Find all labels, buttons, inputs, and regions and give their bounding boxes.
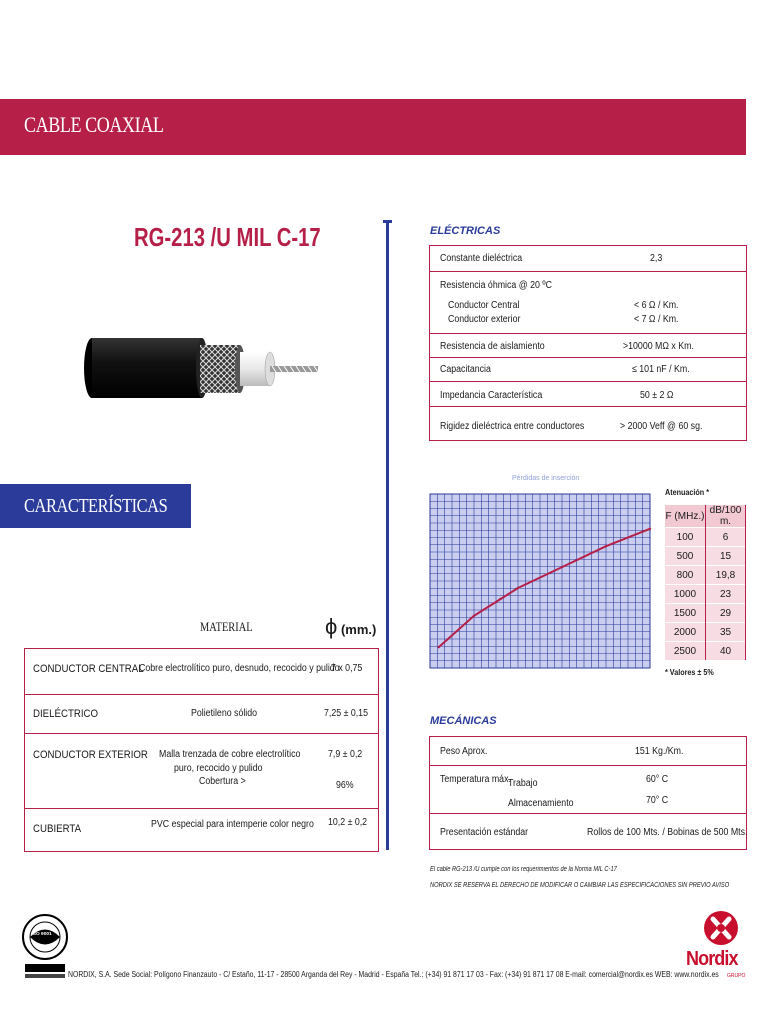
row-label: Capacitancia [440, 364, 491, 375]
row-name: CONDUCTOR CENTRAL [33, 663, 144, 675]
row-value: 7 x 0,75 [331, 663, 363, 674]
row-material: Cobre electrolítico puro, desnudo, recocido y pulido [139, 663, 340, 674]
characteristics-banner [0, 484, 191, 528]
chart-point [438, 646, 440, 648]
row-value: 7,25 ± 0,15 [324, 708, 368, 719]
attenuation-note: * Valores ± 5% [665, 668, 714, 677]
row-material-line: puro, recocido y pulido [174, 763, 263, 774]
table-row [430, 406, 746, 441]
row-label: Temperatura máx. [440, 774, 511, 785]
row-label: Rigidez dieléctrica entre conductores [440, 421, 585, 432]
frequency-cell: 1500 [665, 604, 706, 623]
attenuation-row [665, 528, 746, 547]
db-cell: 23 [706, 585, 746, 604]
table-row [430, 333, 746, 358]
material-table [24, 648, 379, 852]
row-value: < 7 Ω / Km. [634, 314, 679, 325]
diameter-symbol: ϕ [325, 614, 338, 639]
db-cell: 6 [706, 528, 746, 547]
attenuation-row [665, 604, 746, 623]
row-value: 10,2 ± 0,2 [328, 817, 368, 828]
chart-point [473, 615, 475, 617]
row-value: 60° C [646, 774, 669, 785]
row-value: > 2000 Veff @ 60 sg. [620, 421, 703, 432]
attenuation-row [665, 566, 746, 585]
table-row [430, 737, 746, 765]
electrical-title: ELÉCTRICAS [430, 225, 501, 237]
table-row [25, 808, 378, 852]
row-value: 7,9 ± 0,2 [328, 749, 363, 760]
row-value: ≤ 101 nF / Km. [632, 364, 690, 375]
frequency-cell: 500 [665, 547, 706, 566]
frequency-cell: 1000 [665, 585, 706, 604]
table-row [25, 694, 378, 734]
row-label: Presentación estándar [440, 827, 529, 838]
row-value: 151 Kg./Km. [635, 746, 684, 757]
db-cell: 19,8 [706, 566, 746, 585]
chart-point [517, 587, 519, 589]
table-row [430, 765, 746, 814]
chart-point [561, 566, 563, 568]
frequency-cell: 800 [665, 566, 706, 585]
nordix-logo-sub: GRUPO [727, 973, 746, 979]
chart-point [605, 545, 607, 547]
row-label: Peso Aprox. [440, 746, 488, 757]
row-name: CONDUCTOR EXTERIOR [33, 749, 148, 761]
frequency-cell: 2500 [665, 642, 706, 661]
table-row [430, 357, 746, 382]
frequency-cell: 2000 [665, 623, 706, 642]
row-material: PVC especial para intemperie color negro [151, 819, 314, 830]
attenuation-row [665, 585, 746, 604]
chart-point [499, 598, 501, 600]
row-sub: Almacenamiento [508, 798, 574, 809]
row-material-line: Cobertura > [199, 776, 246, 787]
row-value: >10000 MΩ x Km. [623, 341, 694, 352]
chart-title: Pérdidas de inserción [512, 475, 580, 482]
db-cell: 15 [706, 547, 746, 566]
row-label: Impedancia Característica [440, 390, 543, 401]
iso-label: ISO 9001 [31, 932, 52, 937]
attenuation-row [665, 623, 746, 642]
table-row [430, 246, 746, 271]
disclaimer-note: NORDIX SE RESERVA EL DERECHO DE MODIFICAR O CAMBIAR LAS ESPECIFICACIONES SIN PREVIO AVISO [430, 882, 730, 889]
compliance-note: El cable RG-213 /U cumple con los requerimientos de la Norma MIL C-17 [430, 866, 617, 873]
col-frequency: F (MHz.) [665, 505, 706, 528]
row-material-line: Malla trenzada de cobre electrolítico [159, 749, 301, 760]
row-value-2: 96% [336, 780, 354, 791]
table-row [430, 813, 746, 850]
cable-image [80, 328, 330, 408]
header-banner [0, 99, 746, 155]
vertical-divider [386, 222, 389, 850]
diameter-unit: (mm.) [340, 622, 377, 637]
row-label: Resistencia de aislamiento [440, 341, 545, 352]
material-header: MATERIAL [200, 619, 253, 634]
row-name: CUBIERTA [33, 823, 82, 835]
col-db: dB/100 m. [706, 505, 746, 528]
attenuation-row [665, 642, 746, 661]
row-sub: Conductor exterior [448, 314, 521, 325]
row-value: 50 ± 2 Ω [640, 390, 674, 401]
divider-cap [383, 220, 392, 223]
frequency-cell: 100 [665, 528, 706, 547]
mechanical-title: MECÁNICAS [430, 715, 497, 727]
row-value: Rollos de 100 Mts. / Bobinas de 500 Mts. [587, 827, 748, 838]
footer-address: NORDIX, S.A. Sede Social: Polígono Finanzauto - C/ Estaño, 11-17 - 28500 Arganda del Rey - Madrid - España Tel.: (+34) 91 871 17 03 - Fax: (+34) 91 871 17 08 E-mail: comercial@nordix.es WEB: www.nordix.es [68, 970, 719, 979]
row-label: Resistencia óhmica @ 20 ºC [440, 280, 552, 291]
diameter-header [325, 614, 376, 640]
attenuation-table [665, 505, 746, 660]
iso-certification-logo [20, 912, 70, 984]
row-name: DIELÉCTRICO [33, 708, 99, 720]
db-cell: 35 [706, 623, 746, 642]
electrical-table [429, 245, 747, 441]
table-row [25, 733, 378, 809]
table-row [430, 381, 746, 407]
mechanical-table [429, 736, 747, 850]
row-material: Polietileno sólido [191, 708, 258, 719]
table-row [430, 271, 746, 334]
insertion-loss-chart [410, 486, 660, 706]
row-value: 70° C [646, 795, 669, 806]
attenuation-row [665, 547, 746, 566]
characteristics-title: CARACTERÍSTICAS [24, 495, 168, 517]
row-value: 2,3 [650, 253, 663, 264]
row-sub: Conductor Central [448, 300, 520, 311]
attenuation-title: Atenuación * [665, 488, 710, 497]
chart-point [649, 528, 651, 530]
row-value: < 6 Ω / Km. [634, 300, 679, 311]
db-cell: 29 [706, 604, 746, 623]
table-row [25, 649, 378, 694]
header-title: CABLE COAXIAL [24, 112, 164, 137]
nordix-logo-icon [703, 910, 739, 946]
row-label: Constante dieléctrica [440, 253, 523, 264]
db-cell: 40 [706, 642, 746, 661]
row-sub: Trabajo [508, 778, 538, 789]
product-model: RG-213 /U MIL C-17 [134, 222, 321, 252]
nordix-logo-text: Nordix [686, 948, 738, 970]
